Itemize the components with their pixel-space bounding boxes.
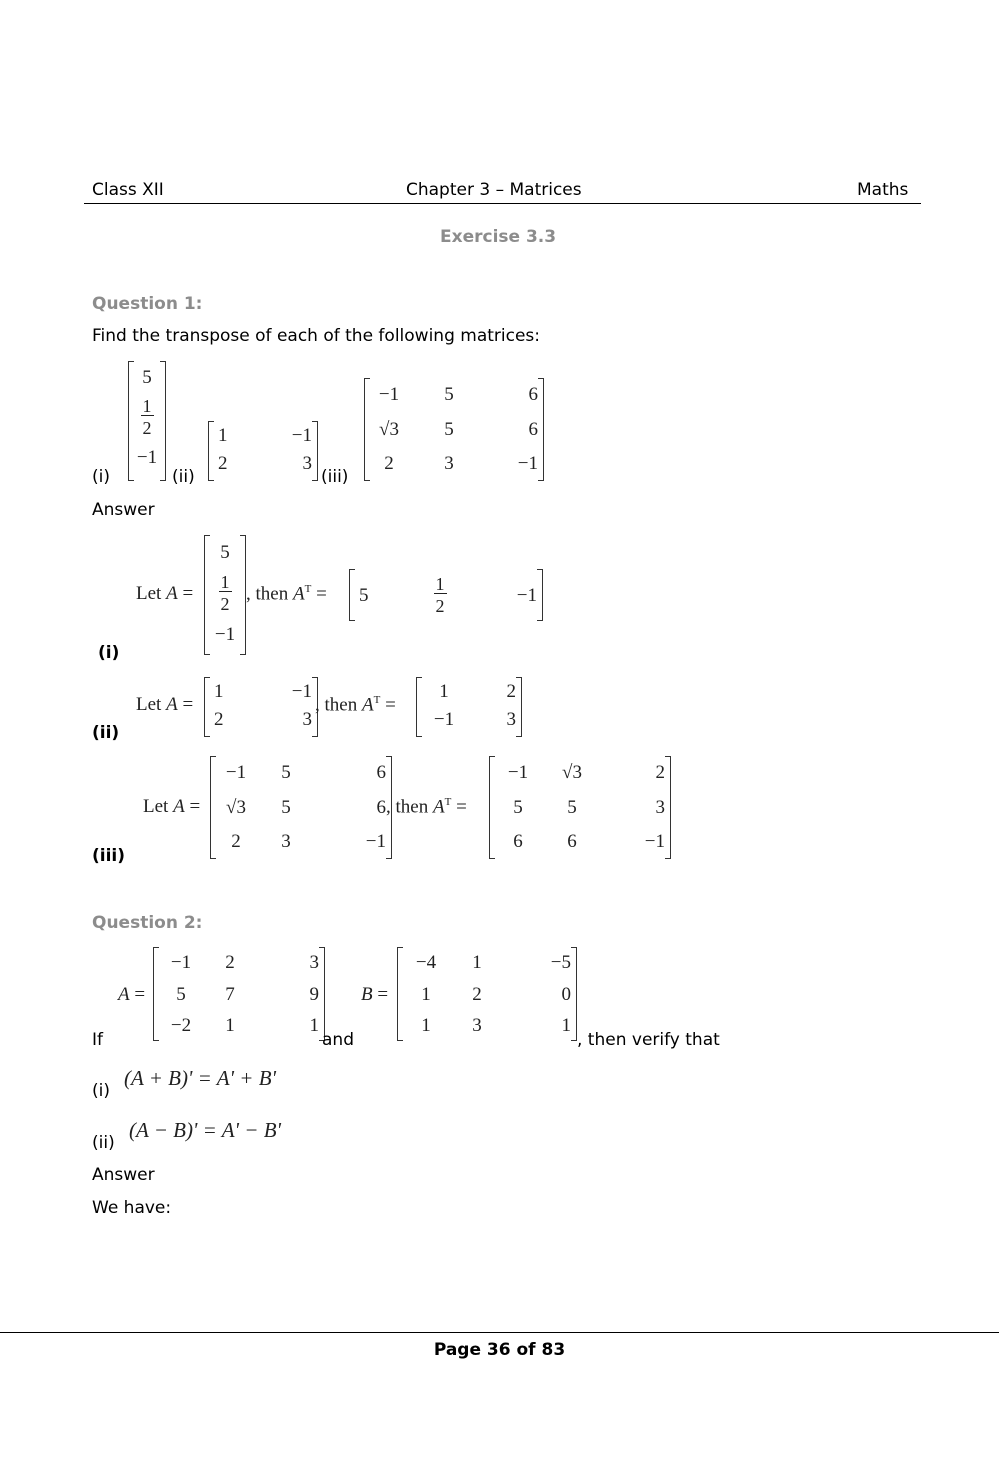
q1-answer-label: Answer — [92, 500, 155, 520]
q1-label-ii: (ii) — [172, 467, 195, 487]
matrix-cell: −1 — [507, 762, 529, 783]
question-2-heading: Question 2: — [92, 913, 203, 933]
matrix-cell: 1 — [472, 952, 482, 973]
matrix-cell: −1 — [433, 708, 455, 730]
q2-then-text: , then verify that — [577, 1030, 720, 1050]
q2-we-have: We have: — [92, 1198, 172, 1218]
q2-matrix-b — [397, 947, 577, 1041]
q1-label-iii: (iii) — [321, 467, 349, 487]
matrix-cell: 3 — [506, 708, 516, 730]
matrix-cell: −1 — [291, 424, 312, 446]
answer-iii-label: (iii) — [92, 846, 126, 866]
matrix-cell: 3 — [444, 453, 454, 474]
matrix-cell: 5 — [176, 983, 186, 1005]
q1-label-i: (i) — [92, 467, 110, 487]
matrix-cell: −1 — [136, 446, 158, 468]
matrix-cell: 1 — [225, 1015, 235, 1036]
matrix-cell: 1 — [421, 1015, 431, 1036]
matrix-cell: 3 — [472, 1015, 482, 1036]
header-class: Class XII — [92, 180, 164, 200]
matrix-cell: 7 — [225, 983, 235, 1005]
matrix-cell-fraction: $\frac{1}{2}$ — [435, 574, 445, 616]
matrix-cell: 2 — [214, 708, 224, 730]
q2-part-i-formula: (A + B)' = A' + B' — [124, 1066, 277, 1090]
exercise-title: Exercise 3.3 — [440, 227, 557, 247]
matrix-cell: 2 — [225, 952, 235, 973]
q2-and-text: and — [322, 1030, 354, 1050]
answer-i-matrix-a — [204, 535, 246, 655]
matrix-cell: 5 — [567, 796, 577, 818]
matrix-cell: 1 — [214, 680, 224, 702]
answer-ii-label: (ii) — [92, 723, 120, 743]
q1-matrix-ii — [208, 421, 318, 481]
answer-iii-then: , then $A^T$ = — [386, 796, 467, 818]
answer-i-matrix-at — [349, 569, 543, 621]
matrix-cell: 3 — [302, 452, 312, 474]
matrix-cell: 6 — [513, 831, 523, 852]
matrix-cell: −1 — [517, 453, 538, 474]
matrix-cell: 5 — [444, 384, 454, 405]
matrix-cell: 5 — [444, 418, 454, 440]
matrix-cell: 2 — [472, 983, 482, 1005]
matrix-cell: 1 — [218, 424, 228, 446]
header-subject: Maths — [857, 180, 909, 200]
q2-if-text: If — [92, 1030, 103, 1050]
matrix-cell: 5 — [220, 541, 230, 563]
answer-iii-matrix-a — [210, 756, 392, 859]
matrix-cell: −1 — [291, 680, 312, 702]
matrix-cell: −1 — [214, 623, 236, 645]
answer-ii-then: , then $A^T$ = — [315, 694, 396, 716]
matrix-cell: −5 — [550, 952, 571, 973]
q1-matrix-i — [128, 361, 166, 481]
matrix-cell: 1 — [561, 1015, 571, 1036]
matrix-cell: 3 — [309, 952, 319, 973]
matrix-cell: √3 — [562, 762, 582, 783]
q2-answer-label: Answer — [92, 1165, 155, 1185]
header-divider — [84, 203, 921, 204]
matrix-cell: −1 — [516, 584, 537, 606]
q2-a-label: A = — [118, 984, 146, 1005]
answer-i-let: Let A = — [136, 583, 194, 604]
matrix-cell: 3 — [302, 708, 312, 730]
question-1-heading: Question 1: — [92, 294, 203, 314]
q2-part-i-label: (i) — [92, 1081, 110, 1101]
matrix-cell: −1 — [170, 952, 192, 973]
matrix-cell: 5 — [281, 796, 291, 818]
page-number: Page 36 of 83 — [433, 1340, 566, 1360]
answer-i-label: (i) — [98, 643, 120, 663]
matrix-cell: −1 — [225, 762, 247, 783]
answer-ii-let: Let A = — [136, 694, 194, 715]
matrix-cell: 0 — [561, 983, 571, 1005]
question-1-prompt: Find the transpose of each of the following matrices: — [92, 326, 541, 346]
matrix-cell: 5 — [281, 762, 291, 783]
matrix-cell: 5 — [142, 366, 152, 388]
matrix-cell: −1 — [378, 384, 400, 405]
matrix-cell: −2 — [170, 1015, 192, 1036]
matrix-cell-fraction: $\frac{1}{2}$ — [142, 396, 152, 438]
matrix-cell: 6 — [376, 796, 386, 818]
matrix-cell: 6 — [528, 418, 538, 440]
matrix-cell: 2 — [655, 762, 665, 783]
matrix-cell: 2 — [218, 452, 228, 474]
q2-b-label: B = — [361, 984, 389, 1005]
matrix-cell: −1 — [365, 831, 386, 852]
matrix-cell: 1 — [309, 1015, 319, 1036]
q2-matrix-a — [153, 947, 325, 1041]
matrix-cell: √3 — [379, 418, 399, 440]
matrix-cell: −4 — [415, 952, 437, 973]
matrix-cell: 3 — [281, 831, 291, 852]
answer-iii-let: Let A = — [143, 796, 201, 817]
matrix-cell: 3 — [655, 796, 665, 818]
q2-part-ii-label: (ii) — [92, 1133, 115, 1153]
answer-ii-matrix-a — [204, 677, 318, 737]
matrix-cell: 2 — [384, 453, 394, 474]
matrix-cell: √3 — [226, 796, 246, 818]
matrix-cell: 1 — [421, 983, 431, 1005]
matrix-cell: 2 — [506, 680, 516, 702]
answer-iii-matrix-at — [489, 756, 671, 859]
matrix-cell: 1 — [439, 680, 449, 702]
matrix-cell: 5 — [359, 584, 369, 606]
footer-divider — [0, 1332, 999, 1333]
answer-ii-matrix-at — [416, 677, 522, 737]
matrix-cell: 6 — [376, 762, 386, 783]
header-chapter: Chapter 3 – Matrices — [406, 180, 582, 200]
matrix-cell: −1 — [644, 831, 665, 852]
answer-i-then: , then $A^T$ = — [246, 583, 327, 605]
matrix-cell: 6 — [528, 384, 538, 405]
q1-matrix-iii — [364, 378, 544, 481]
matrix-cell: 6 — [567, 831, 577, 852]
matrix-cell-fraction: $\frac{1}{2}$ — [220, 572, 230, 614]
matrix-cell: 9 — [309, 983, 319, 1005]
matrix-cell: 5 — [513, 796, 523, 818]
matrix-cell: 2 — [231, 831, 241, 852]
q2-part-ii-formula: (A − B)' = A' − B' — [129, 1118, 282, 1142]
